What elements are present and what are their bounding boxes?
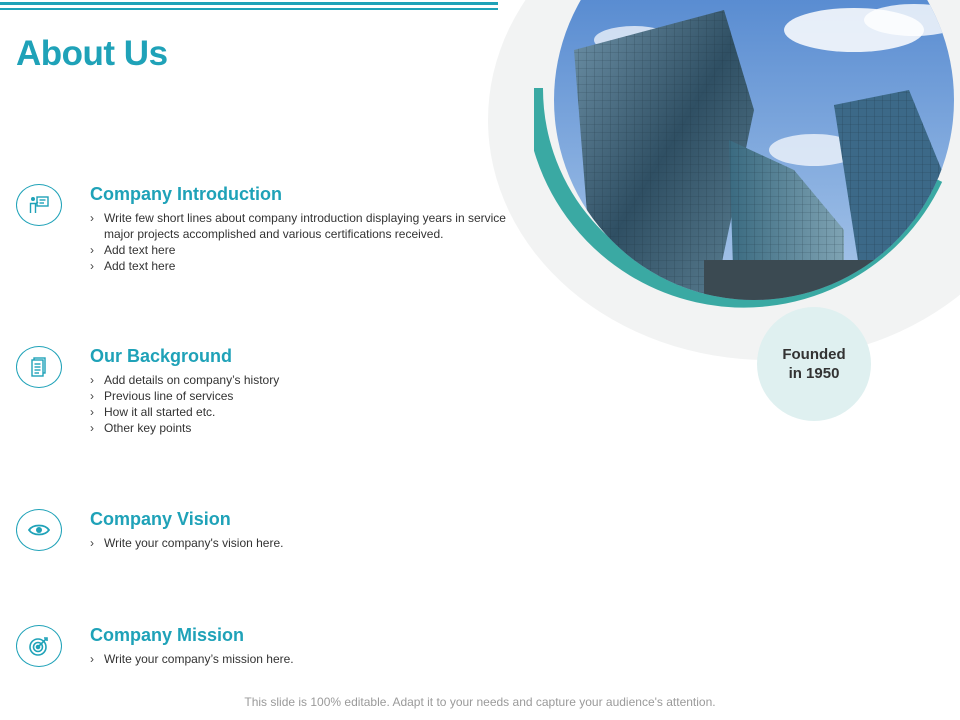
target-icon [16, 625, 62, 667]
list-item: › Add details on company’s history [90, 372, 279, 388]
bullet-list [90, 651, 294, 667]
section-title: Our Background [90, 346, 233, 366]
badge-line-2: in 1950 [788, 365, 840, 382]
list-item: › Add text here [90, 258, 530, 274]
list-item: › Other key points [90, 420, 279, 436]
list-item: › Write your company's vision here. [90, 535, 283, 551]
bullet-list [90, 210, 530, 274]
list-item: › How it all started etc. [90, 404, 279, 420]
top-accent-line-thin [0, 8, 498, 10]
page-title: About Us [16, 34, 168, 73]
buildings-photo [534, 0, 954, 320]
list-item: › Previous line of services [90, 388, 279, 404]
list-item: › Add text here [90, 242, 530, 258]
bullet-list [90, 535, 283, 551]
presentation-icon [16, 184, 62, 226]
founded-badge [757, 307, 871, 421]
bullet-list [90, 372, 279, 436]
top-accent-line [0, 2, 498, 5]
documents-icon [16, 346, 62, 388]
section-title: Company Mission [90, 625, 245, 645]
eye-icon [16, 509, 62, 551]
footer-note: This slide is 100% editable. Adapt it to your needs and capture your audience's attention. [244, 695, 716, 709]
list-item: › Write few short lines about company introduction displaying years in service major projects accomplished and various certifications received. [90, 210, 530, 242]
list-item: › Write your company’s mission here. [90, 651, 294, 667]
section-title: Company Introduction [90, 184, 282, 204]
badge-line-1: Founded [782, 346, 846, 363]
section-title: Company Vision [90, 509, 231, 529]
